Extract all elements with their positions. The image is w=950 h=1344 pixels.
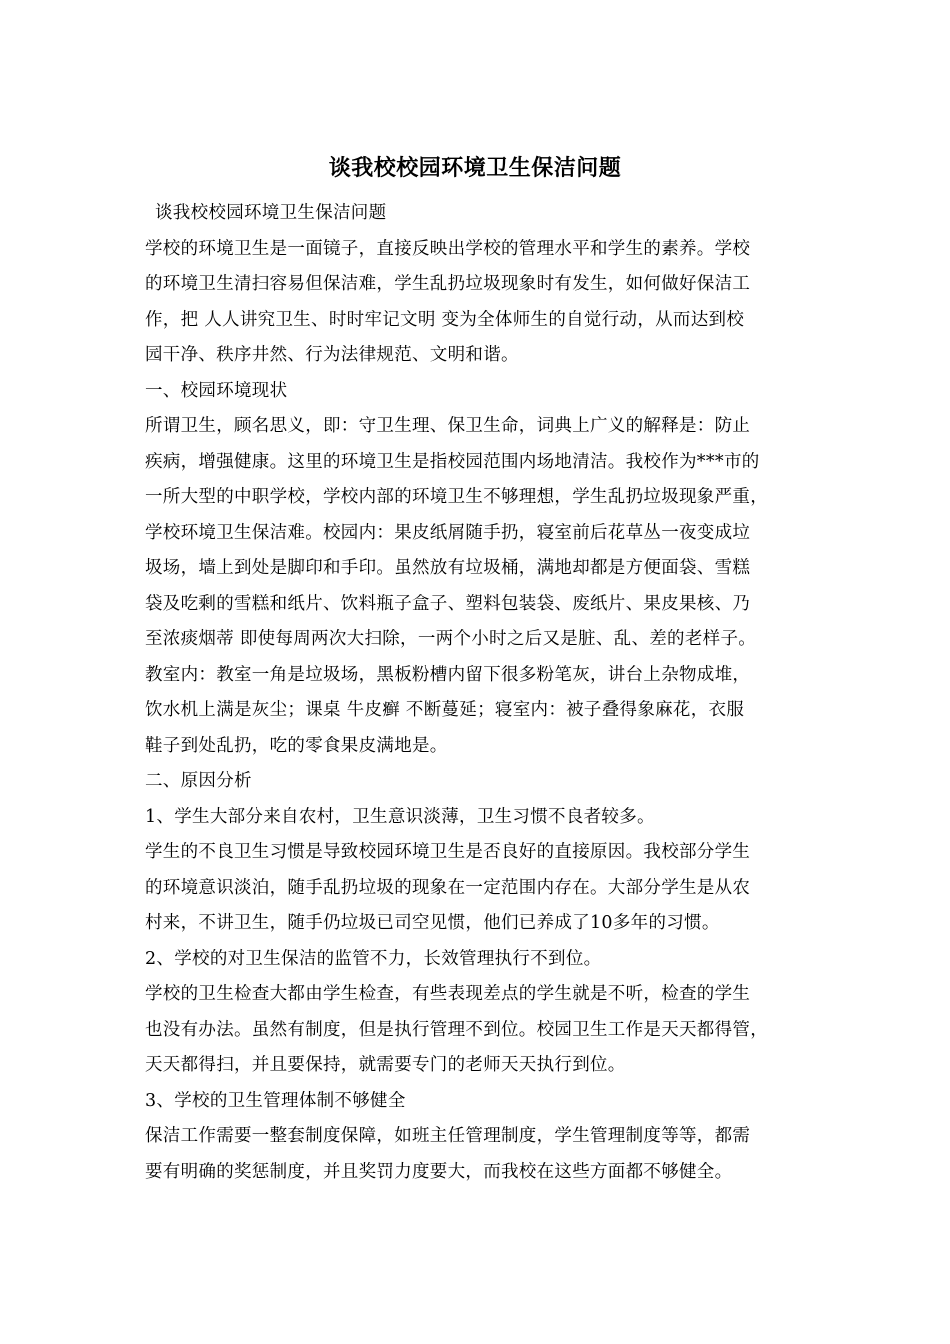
body-line: 学校环境卫生保洁难。校园内：果皮纸屑随手扔，寝室前后花草丛一夜变成垃	[145, 522, 751, 543]
body-line: 学生的不良卫生习惯是导致校园环境卫生是否良好的直接原因。我校部分学生	[145, 842, 751, 862]
subsection-heading: 2、学校的对卫生保洁的监管不力，长效管理执行不到位。	[145, 948, 602, 969]
body-line: 谈我校校园环境卫生保洁问题	[155, 203, 387, 223]
body-line: 的环境意识淡泊，随手乱扔垃圾的现象在一定范围内存在。大部分学生是从农	[145, 877, 751, 898]
body-line: 至浓痰烟蒂 即使每周两次大扫除，一两个小时之后又是脏、乱、差的老样子。	[145, 629, 757, 649]
document-title: 谈我校校园环境卫生保洁问题	[328, 155, 622, 181]
body-line: 的环境卫生清扫容易但保洁难，学生乱扔垃圾现象时有发生，如何做好保洁工	[145, 274, 751, 294]
body-line: 袋及吃剩的雪糕和纸片、饮料瓶子盒子、塑料包装袋、废纸片、果皮果核、乃	[145, 593, 751, 614]
subsection-heading: 3、学校的卫生管理体制不够健全	[145, 1090, 406, 1111]
subsection-heading: 1、学生大部分来自农村，卫生意识淡薄，卫生习惯不良者较多。	[145, 806, 655, 827]
body-line: 园干净、秩序井然、行为法律规范、文明和谐。	[145, 345, 519, 365]
document-body	[145, 196, 809, 1190]
body-line: 保洁工作需要一整套制度保障，如班主任管理制度，学生管理制度等等，都需	[145, 1126, 751, 1146]
body-line: 作，把 人人讲究卫生、时时牢记文明 变为全体师生的自觉行动，从而达到校	[145, 309, 745, 330]
body-line: 所谓卫生，顾名思义，即：守卫生理、保卫生命，词典上广义的解释是：防止	[145, 416, 751, 436]
body-line: 饮水机上满是灰尘；课桌 牛皮癣 不断蔓延；寝室内：被子叠得象麻花，衣服	[145, 700, 745, 720]
body-line: 一所大型的中职学校，学校内部的环境卫生不够理想，学生乱扔垃圾现象严重，	[145, 487, 768, 507]
body-line: 天天都得扫，并且要保持，就需要专门的老师天天执行到位。	[145, 1055, 626, 1075]
body-line: 要有明确的奖惩制度，并且奖罚力度要大，而我校在这些方面都不够健全。	[145, 1161, 733, 1182]
body-line: 学校的环境卫生是一面镜子，直接反映出学校的管理水平和学生的素养。学校	[145, 238, 751, 259]
body-line: 村来，不讲卫生，随手仍垃圾已司空见惯，他们已养成了10多年的习惯。	[145, 913, 720, 933]
body-line: 教室内：教室一角是垃圾场，黑板粉槽内留下很多粉笔灰，讲台上杂物成堆，	[145, 664, 751, 685]
body-line: 学校的卫生检查大都由学生检查，有些表现差点的学生就是不听，检查的学生	[145, 984, 751, 1004]
body-line: 圾场，墙上到处是脚印和手印。虽然放有垃圾桶，满地却都是方便面袋、雪糕	[145, 558, 751, 578]
section-heading: 二、原因分析	[145, 771, 252, 791]
body-line: 疾病，增强健康。这里的环境卫生是指校园范围内场地清洁。我校作为***市的	[145, 451, 760, 472]
body-line: 鞋子到处乱扔，吃的零食果皮满地是。	[145, 735, 448, 756]
body-line: 也没有办法。虽然有制度，但是执行管理不到位。校园卫生工作是天天都得管，	[145, 1019, 768, 1040]
section-heading: 一、校园环境现状	[145, 380, 288, 401]
